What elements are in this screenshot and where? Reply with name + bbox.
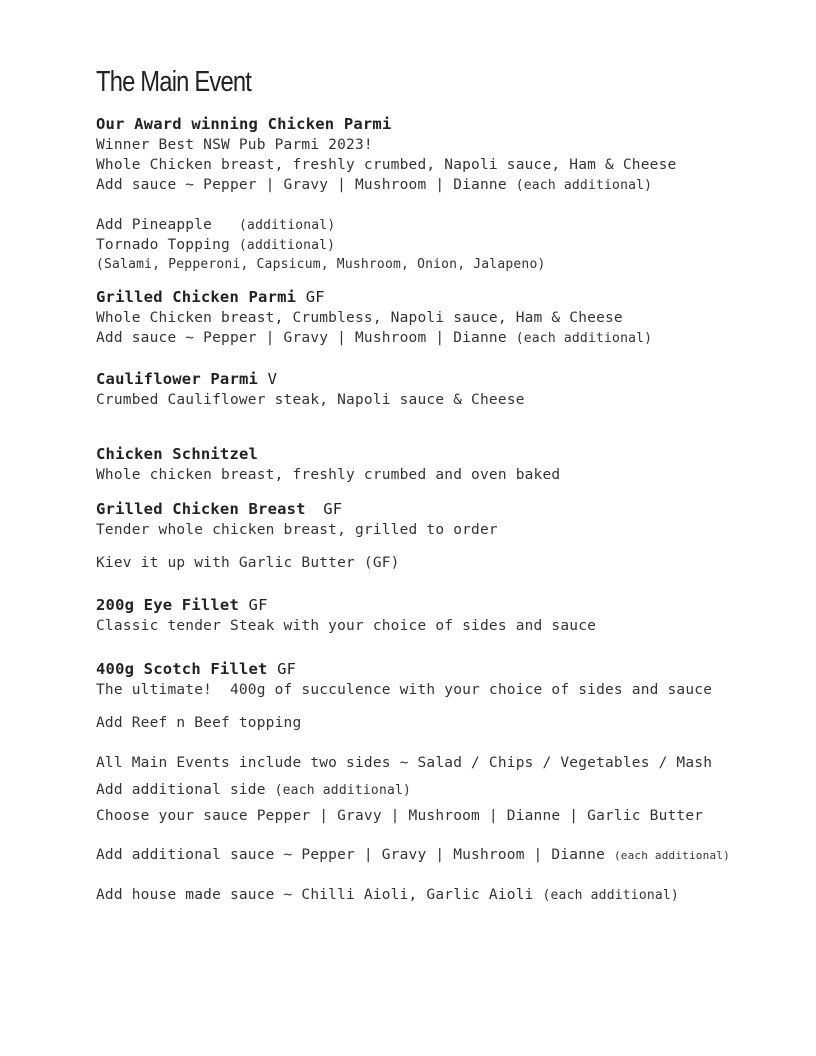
item-desc-grilled-parmi: Whole Chicken breast, Crumbless, Napoli sauce, Ham & Cheese [96,310,623,326]
item-desc-schnitzel: Whole chicken breast, freshly crumbed and oven baked [96,467,561,483]
choose-sauce: Choose your sauce Pepper | Gravy | Mushroom | Dianne | Garlic Butter [96,808,704,824]
item-desc-grilled-breast: Tender whole chicken breast, grilled to order [96,522,498,538]
item-desc-cauliflower-parmi: Crumbed Cauliflower steak, Napoli sauce & Cheese [96,392,525,408]
addon-pineapple-label: Add Pineapple [96,217,213,233]
addon-kiev: Kiev it up with Garlic Butter (GF) [96,555,400,571]
dietary-tag: GF [248,596,268,614]
addon-reef-n-beef: Add Reef n Beef topping [96,715,302,731]
addon-pineapple-note: (additional) [239,218,336,233]
dietary-tag: GF [277,660,297,678]
sauce-options-text: Add sauce ~ Pepper | Gravy | Mushroom | Dianne [96,330,507,346]
item-desc-chicken-parmi: Whole Chicken breast, freshly crumbed, Napoli sauce, Ham & Cheese [96,157,677,173]
sauce-options-text: Add sauce ~ Pepper | Gravy | Mushroom | Dianne [96,177,507,193]
page-title: The Main Event [96,66,252,98]
house-sauce-label: Add house made sauce ~ Chilli Aioli, Garlic Aioli [96,887,534,903]
add-sauce [96,847,730,863]
sauce-options-grilled-parmi [96,330,652,346]
award-text: Winner Best NSW Pub Parmi 2023! [96,137,373,153]
sauce-options-note: (each additional) [515,331,653,346]
dietary-tag: GF [305,288,325,306]
sauce-options-chicken-parmi [96,177,652,193]
item-name-text: Grilled Chicken Parmi [96,288,297,306]
item-desc-scotch-fillet: The ultimate! 400g of succulence with your choice of sides and sauce [96,682,713,698]
item-desc-eye-fillet: Classic tender Steak with your choice of sides and sauce [96,618,597,634]
add-sauce-note: (each additional) [613,849,730,862]
item-name-scotch-fillet [96,660,296,678]
house-sauce-note: (each additional) [542,888,679,903]
item-name-chicken-parmi: Our Award winning Chicken Parmi [96,115,392,133]
item-name-schnitzel: Chicken Schnitzel [96,445,259,463]
add-sauce-label: Add additional sauce ~ Pepper | Gravy | Mushroom | Dianne [96,847,605,863]
item-name-text: Cauliflower Parmi [96,370,259,388]
sides-info: All Main Events include two sides ~ Salad / Chips / Vegetables / Mash [96,755,713,771]
add-side-label: Add additional side [96,782,266,798]
item-name-text: 400g Scotch Fillet [96,660,268,678]
addon-tornado [96,237,335,253]
item-name-grilled-breast [96,500,342,518]
item-name-text: 200g Eye Fillet [96,596,239,614]
addon-pineapple [96,217,335,233]
item-name-eye-fillet [96,596,268,614]
addon-tornado-label: Tornado Topping [96,237,230,253]
item-name-cauliflower-parmi [96,370,277,388]
sauce-options-note: (each additional) [515,178,653,193]
add-side-note: (each additional) [274,783,412,798]
addon-tornado-note: (additional) [238,238,336,253]
item-name-grilled-parmi [96,288,325,306]
tornado-items: (Salami, Pepperoni, Capsicum, Mushroom, Onion, Jalapeno) [96,257,546,272]
dietary-tag: V [267,370,278,388]
add-side [96,782,411,798]
house-sauce [96,887,679,903]
dietary-tag: GF [323,500,343,518]
item-name-text: Grilled Chicken Breast [96,500,306,518]
